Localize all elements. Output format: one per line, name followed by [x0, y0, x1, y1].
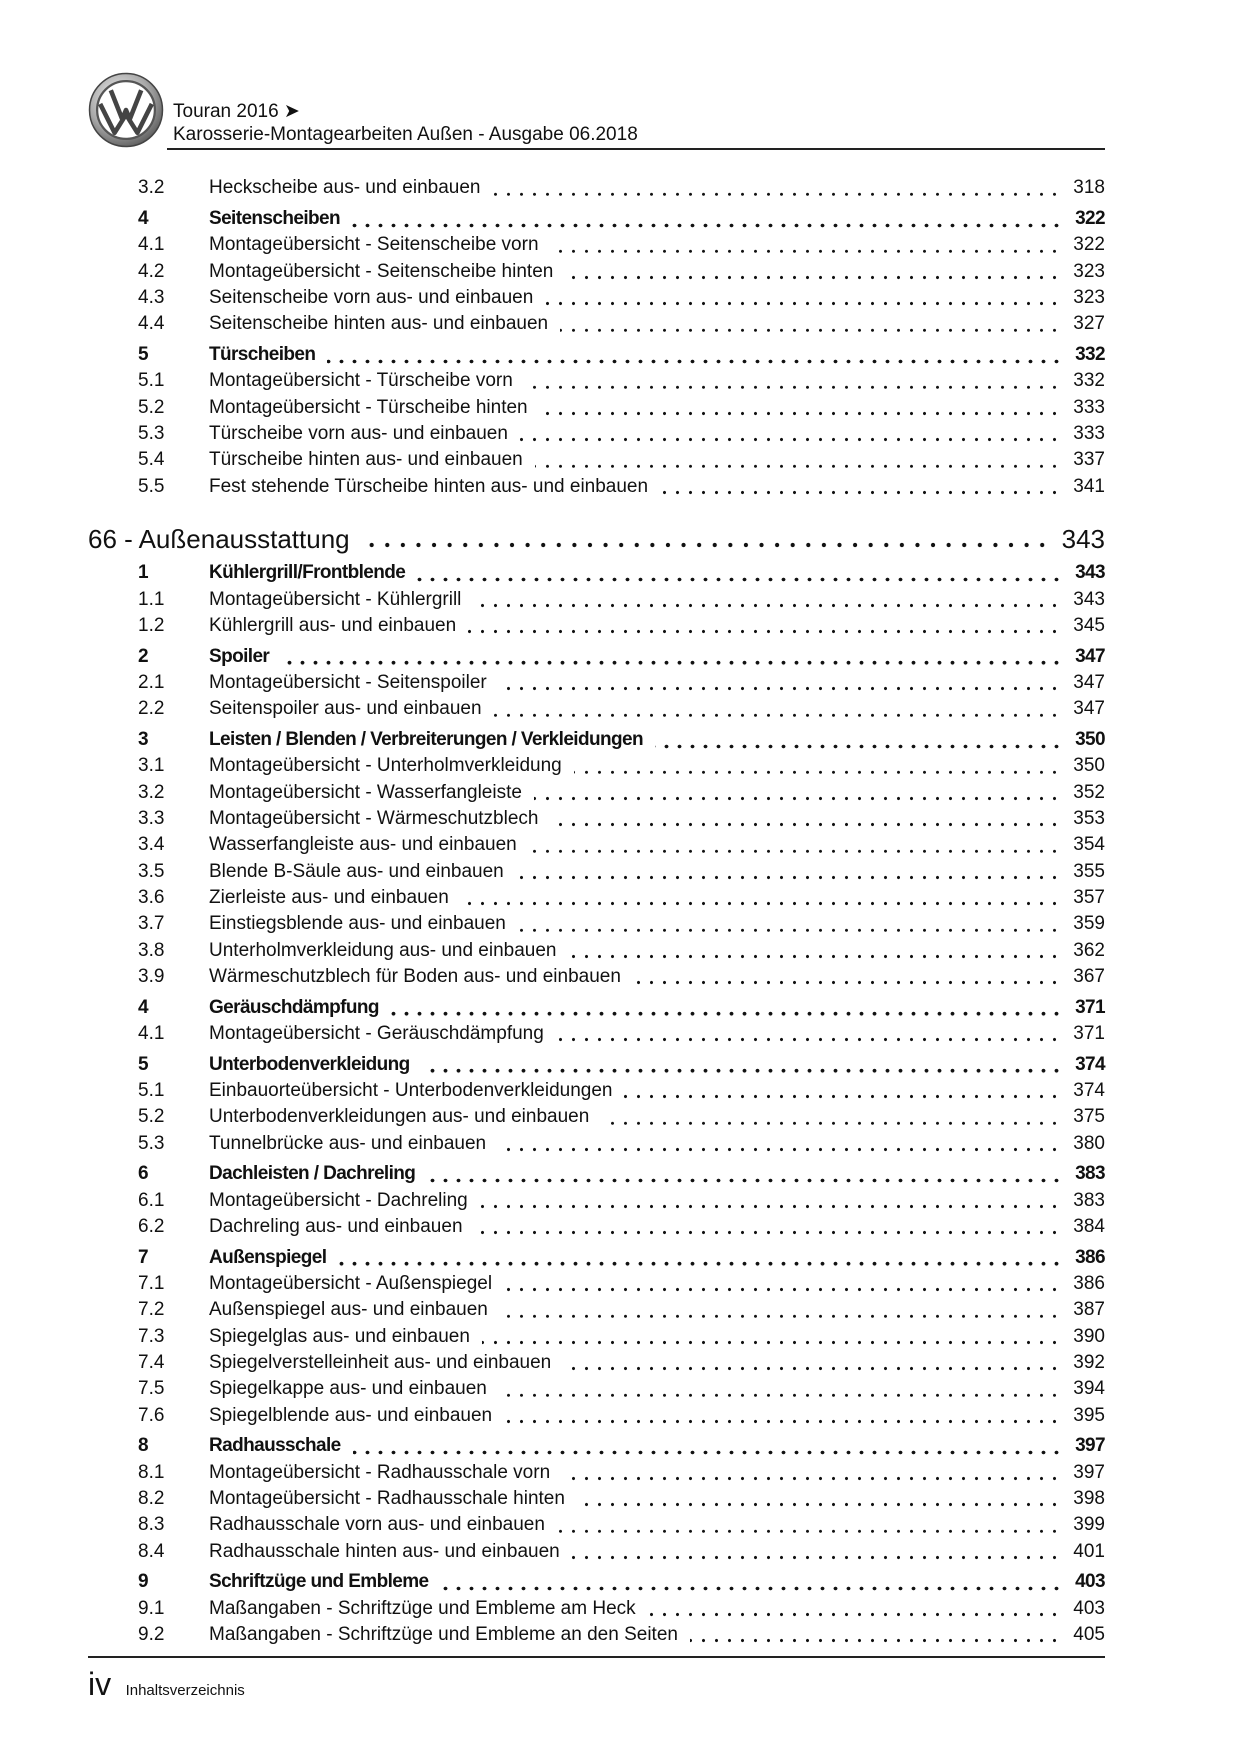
toc-leader-dots	[569, 954, 1061, 959]
toc-entry-number: 5.4	[138, 449, 165, 471]
toc-entry-page: 318	[1073, 177, 1105, 199]
toc-row[interactable]	[88, 1269, 1105, 1295]
toc-leader-dots	[498, 1147, 1061, 1152]
toc-chapter-row[interactable]	[88, 510, 1105, 554]
toc-leader-dots	[534, 796, 1061, 801]
toc-entry-number: 7.2	[138, 1299, 165, 1321]
toc-leader-dots	[518, 928, 1061, 933]
table-of-contents	[88, 173, 1105, 1646]
toc-leader-dots	[648, 1612, 1061, 1617]
toc-entry-page: 380	[1073, 1132, 1105, 1154]
toc-leader-dots	[492, 192, 1061, 197]
toc-entry-number: 4.4	[138, 313, 165, 335]
toc-leader-dots	[499, 686, 1061, 691]
toc-entry-title: Montageübersicht - Unterholmverkleidung	[209, 755, 562, 777]
toc-leader-dots	[441, 1586, 1063, 1591]
toc-entry-number: 6.2	[138, 1215, 165, 1237]
toc-entry-title: Maßangaben - Schriftzüge und Embleme an den Seiten	[209, 1623, 678, 1645]
toc-entry-number: 7	[138, 1246, 148, 1268]
toc-entry-number: 6.1	[138, 1189, 165, 1211]
toc-entry-title: Leisten / Blenden / Verbreiterungen / Verkleidungen	[209, 729, 643, 751]
toc-row[interactable]	[88, 1348, 1105, 1374]
toc-entry-page: 398	[1073, 1487, 1105, 1509]
toc-entry-number: 5.1	[138, 1080, 165, 1101]
toc-leader-dots	[417, 577, 1063, 582]
toc-entry-number: 4	[138, 996, 148, 1018]
toc-entry-page: 403	[1073, 1597, 1105, 1619]
toc-entry-number: 9	[138, 1571, 148, 1593]
toc-entry-number: 7.6	[138, 1404, 165, 1426]
vw-logo-icon	[88, 72, 164, 148]
toc-entry-title: Wärmeschutzblech für Boden aus- und einbauen	[209, 965, 621, 987]
toc-leader-dots	[482, 1340, 1061, 1345]
toc-entry-title: Türscheibe vorn aus- und einbauen	[209, 422, 508, 444]
toc-leader-dots	[562, 1476, 1061, 1481]
toc-entry-page: 347	[1073, 672, 1105, 694]
toc-entry-number: 4.3	[138, 286, 165, 308]
toc-leader-dots	[529, 849, 1061, 854]
toc-entry-page: 323	[1073, 286, 1105, 308]
toc-entry-number: 2.1	[138, 672, 165, 694]
footer-section-name: Inhaltsverzeichnis	[125, 1682, 245, 1699]
toc-entry-page: 371	[1075, 996, 1105, 1018]
toc-entry-page: 375	[1073, 1106, 1105, 1128]
toc-entry-title: Unterbodenverkleidung	[209, 1053, 410, 1075]
toc-entry-title: Radhausschale	[209, 1435, 341, 1457]
toc-entry-title: Montageübersicht - Radhausschale vorn	[209, 1461, 551, 1483]
toc-entry-title: Dachleisten / Dachreling	[209, 1163, 416, 1185]
toc-entry-page: 322	[1075, 208, 1105, 230]
toc-leader-dots	[427, 1178, 1063, 1183]
toc-row[interactable]	[88, 668, 1105, 694]
toc-entry-number: 3.4	[138, 834, 165, 856]
toc-entry-page: 332	[1075, 344, 1105, 366]
toc-entry-title: Maßangaben - Schriftzüge und Embleme am Heck	[209, 1597, 636, 1619]
toc-entry-page: 392	[1073, 1351, 1105, 1373]
toc-entry-page: 333	[1073, 422, 1105, 444]
toc-entry-number: 9.2	[138, 1623, 165, 1645]
toc-row[interactable]	[88, 1242, 1105, 1268]
toc-leader-dots	[504, 1287, 1061, 1292]
toc-row[interactable]	[88, 641, 1105, 667]
toc-entry-title: Kühlergrill/Frontblende	[209, 562, 406, 584]
toc-entry-number: 7.4	[138, 1351, 165, 1373]
toc-leader-dots	[480, 1204, 1061, 1209]
toc-row[interactable]	[88, 1400, 1105, 1426]
toc-entry-title: Türscheiben	[209, 344, 316, 366]
toc-entry-page: 355	[1073, 860, 1105, 882]
toc-row[interactable]	[88, 751, 1105, 777]
toc-entry-number: 5.2	[138, 396, 165, 418]
toc-entry-title: Seitenscheibe hinten aus- und einbauen	[209, 313, 549, 335]
toc-entry-number: 7.5	[138, 1378, 165, 1400]
toc-row[interactable]	[88, 1128, 1105, 1154]
toc-leader-dots	[391, 1011, 1063, 1016]
toc-entry-page: 401	[1073, 1540, 1105, 1562]
toc-entry-number: 7.3	[138, 1325, 165, 1347]
toc-entry-page: 374	[1075, 1053, 1105, 1075]
toc-entry-page: 362	[1073, 939, 1105, 961]
toc-entry-number: 3.1	[138, 755, 165, 777]
toc-leader-dots	[577, 1502, 1061, 1507]
toc-entry-number: 2.2	[138, 698, 165, 720]
toc-row[interactable]	[88, 830, 1105, 856]
toc-entry-number: 2	[138, 645, 148, 667]
toc-entry-number: 3.2	[138, 781, 165, 803]
toc-row[interactable]	[88, 1049, 1105, 1075]
toc-entry-number: 5.2	[138, 1106, 165, 1128]
toc-entry-page: 352	[1073, 781, 1105, 803]
footer-page-number: iv	[88, 1666, 112, 1702]
toc-entry-title: Seitenscheibe vorn aus- und einbauen	[209, 286, 534, 308]
toc-entry-page: 405	[1073, 1623, 1105, 1645]
toc-entry-page: 387	[1073, 1299, 1105, 1321]
toc-leader-dots	[504, 1419, 1061, 1424]
toc-row[interactable]	[88, 1076, 1105, 1102]
toc-entry-title: Montageübersicht - Radhausschale hinten	[209, 1487, 565, 1509]
toc-leader-dots	[473, 603, 1061, 608]
toc-leader-dots	[655, 744, 1063, 749]
toc-entry-page: 343	[1073, 588, 1105, 610]
toc-row[interactable]	[88, 256, 1105, 282]
toc-entry-title: Blende B-Säule aus- und einbauen	[209, 860, 504, 882]
toc-row[interactable]	[88, 204, 1105, 230]
toc-leader-dots	[353, 1450, 1063, 1455]
toc-entry-number: 3.5	[138, 860, 165, 882]
toc-entry-page: 357	[1073, 886, 1105, 908]
toc-entry-number: 5.5	[138, 475, 165, 497]
toc-entry-page: 367	[1073, 965, 1105, 987]
toc-entry-title: Spoiler	[209, 645, 270, 667]
header-title-line2: Karosserie-Montagearbeiten Außen - Ausgabe 06.2018	[173, 124, 638, 145]
toc-row[interactable]	[88, 283, 1105, 309]
toc-leader-dots	[550, 822, 1061, 827]
toc-entry-number: 3.7	[138, 913, 165, 935]
toc-entry-title: Radhausschale hinten aus- und einbauen	[209, 1540, 560, 1562]
toc-row[interactable]	[88, 935, 1105, 961]
toc-row[interactable]	[88, 777, 1105, 803]
toc-row[interactable]	[88, 1620, 1105, 1646]
toc-entry-page: 386	[1073, 1273, 1105, 1295]
toc-row[interactable]	[88, 909, 1105, 935]
toc-entry-title: Montageübersicht - Seitenspoiler	[209, 672, 487, 694]
toc-leader-dots	[500, 1314, 1061, 1319]
toc-leader-dots	[422, 1068, 1063, 1073]
toc-leader-dots	[516, 875, 1061, 880]
toc-entry-number: 8.3	[138, 1514, 165, 1536]
toc-entry-title: Kühlergrill aus- und einbauen	[209, 614, 457, 636]
toc-leader-dots	[551, 249, 1061, 254]
toc-entry-number: 4.1	[138, 234, 165, 256]
toc-leader-dots	[557, 1529, 1061, 1534]
toc-entry-page: 345	[1073, 614, 1105, 636]
toc-entry-title: Fest stehende Türscheibe hinten aus- und einbauen	[209, 475, 649, 497]
toc-entry-number: 3	[138, 729, 148, 751]
toc-row[interactable]	[88, 392, 1105, 418]
toc-row[interactable]	[88, 1295, 1105, 1321]
page-footer	[88, 1666, 245, 1703]
toc-row[interactable]	[88, 309, 1105, 335]
toc-entry-number: 1	[138, 562, 148, 584]
toc-entry-page: 399	[1073, 1514, 1105, 1536]
toc-entry-number: 3.3	[138, 808, 165, 830]
toc-entry-page: 327	[1073, 313, 1105, 335]
toc-row[interactable]	[88, 173, 1105, 199]
toc-entry-number: 1.1	[138, 588, 165, 610]
toc-row[interactable]	[88, 366, 1105, 392]
toc-entry-title: Außenspiegel	[209, 1246, 327, 1268]
toc-entry-title: Außenspiegel aus- und einbauen	[209, 1299, 488, 1321]
toc-entry-page: 350	[1073, 755, 1105, 777]
toc-entry-title: Montageübersicht - Geräuschdämpfung	[209, 1022, 544, 1044]
toc-row[interactable]	[88, 230, 1105, 256]
toc-leader-dots	[574, 770, 1061, 775]
toc-entry-page: 347	[1075, 645, 1105, 667]
toc-entry-title: Radhausschale vorn aus- und einbauen	[209, 1514, 545, 1536]
toc-entry-page: 403	[1075, 1571, 1105, 1593]
toc-leader-dots	[525, 385, 1061, 390]
toc-entry-title: Montageübersicht - Wärmeschutzblech	[209, 808, 539, 830]
toc-entry-title: Seitenspoiler aus- und einbauen	[209, 698, 482, 720]
toc-entry-number: 9.1	[138, 1597, 165, 1619]
toc-entry-title: Montageübersicht - Seitenscheibe vorn	[209, 234, 539, 256]
toc-leader-dots	[327, 359, 1063, 364]
toc-row[interactable]	[88, 1431, 1105, 1457]
toc-entry-number: 4.1	[138, 1022, 165, 1044]
toc-leader-dots	[556, 1037, 1061, 1042]
toc-leader-dots	[475, 1230, 1061, 1235]
toc-entry-number: 6	[138, 1163, 148, 1185]
toc-leader-dots	[624, 1094, 1061, 1099]
toc-entry-page: 395	[1073, 1404, 1105, 1426]
toc-entry-number: 7.1	[138, 1273, 165, 1295]
toc-row[interactable]	[88, 1510, 1105, 1536]
toc-row[interactable]	[88, 1484, 1105, 1510]
toc-row[interactable]	[88, 694, 1105, 720]
toc-entry-title: Heckscheibe aus- und einbauen	[209, 177, 481, 199]
toc-entry-number: 5	[138, 344, 148, 366]
toc-row[interactable]	[88, 340, 1105, 366]
toc-row[interactable]	[88, 1102, 1105, 1128]
toc-leader-dots	[540, 411, 1061, 416]
toc-row[interactable]	[88, 1185, 1105, 1211]
toc-leader-dots	[633, 980, 1061, 985]
footer-rule	[88, 1656, 1105, 1658]
toc-leader-dots	[281, 660, 1063, 665]
toc-entry-title: Türscheibe hinten aus- und einbauen	[209, 449, 523, 471]
toc-entry-title: Unterbodenverkleidungen aus- und einbauen	[209, 1106, 590, 1128]
toc-entry-number: 5.1	[138, 370, 165, 392]
toc-entry-number: 8.4	[138, 1540, 165, 1562]
header-title-line1: Touran 2016 ➤	[173, 101, 300, 122]
header-title	[173, 100, 638, 146]
toc-entry-title: Montageübersicht - Seitenscheibe hinten	[209, 260, 554, 282]
toc-row[interactable]	[88, 992, 1105, 1018]
toc-leader-dots	[560, 328, 1061, 333]
toc-entry-page: 333	[1073, 396, 1105, 418]
toc-entry-title: Zierleiste aus- und einbauen	[209, 886, 449, 908]
toc-entry-page: 383	[1073, 1189, 1105, 1211]
toc-leader-dots	[572, 1555, 1061, 1560]
toc-row[interactable]	[88, 962, 1105, 988]
toc-entry-number: 3.8	[138, 939, 165, 961]
toc-entry-number: 3.9	[138, 965, 165, 987]
header-rule	[167, 148, 1105, 150]
toc-row[interactable]	[88, 1536, 1105, 1562]
toc-leader-dots	[545, 301, 1061, 306]
toc-entry-page: 354	[1073, 834, 1105, 856]
toc-row[interactable]	[88, 1593, 1105, 1619]
toc-leader-dots	[494, 713, 1061, 718]
toc-entry-title: Einbauorteübersicht - Unterbodenverkleidungen	[209, 1080, 613, 1101]
toc-entry-page: 371	[1073, 1022, 1105, 1044]
toc-entry-page: 347	[1073, 698, 1105, 720]
toc-entry-title: Montageübersicht - Dachreling	[209, 1189, 468, 1211]
toc-entry-page: 343	[1075, 562, 1105, 584]
toc-entry-title: Tunnelbrücke aus- und einbauen	[209, 1132, 487, 1154]
toc-entry-title: Spiegelverstelleinheit aus- und einbauen	[209, 1351, 552, 1373]
toc-entry-title: Geräuschdämpfung	[209, 996, 379, 1018]
toc-row[interactable]	[88, 1374, 1105, 1400]
toc-entry-title: Dachreling aus- und einbauen	[209, 1215, 463, 1237]
toc-leader-dots	[499, 1393, 1061, 1398]
toc-entry-title: Spiegelblende aus- und einbauen	[209, 1404, 493, 1426]
toc-entry-title: 66 - Außenausstattung	[88, 523, 350, 554]
toc-entry-title: Wasserfangleiste aus- und einbauen	[209, 834, 517, 856]
toc-row[interactable]	[88, 725, 1105, 751]
toc-entry-number: 5	[138, 1053, 148, 1075]
toc-row[interactable]	[88, 804, 1105, 830]
toc-entry-number: 5.3	[138, 422, 165, 444]
toc-row[interactable]	[88, 445, 1105, 471]
toc-entry-page: 394	[1073, 1378, 1105, 1400]
toc-row[interactable]	[88, 1019, 1105, 1045]
toc-entry-title: Montageübersicht - Wasserfangleiste	[209, 781, 522, 803]
toc-entry-number: 3.2	[138, 177, 165, 199]
toc-leader-dots	[690, 1638, 1061, 1643]
toc-entry-page: 359	[1073, 913, 1105, 935]
toc-entry-title: Spiegelkappe aus- und einbauen	[209, 1378, 487, 1400]
toc-row[interactable]	[88, 1567, 1105, 1593]
toc-entry-page: 384	[1073, 1215, 1105, 1237]
toc-entry-page: 322	[1073, 234, 1105, 256]
toc-entry-title: Unterholmverkleidung aus- und einbauen	[209, 939, 557, 961]
toc-entry-page: 383	[1075, 1163, 1105, 1185]
toc-entry-title: Seitenscheiben	[209, 208, 340, 230]
toc-entry-page: 390	[1073, 1325, 1105, 1347]
toc-leader-dots	[565, 275, 1061, 280]
toc-leader-dots	[535, 464, 1061, 469]
toc-row[interactable]	[88, 419, 1105, 445]
toc-entry-page: 337	[1073, 449, 1105, 471]
toc-row[interactable]	[88, 856, 1105, 882]
toc-leader-dots	[563, 1366, 1061, 1371]
toc-entry-number: 8	[138, 1435, 148, 1457]
toc-entry-number: 4.2	[138, 260, 165, 282]
page-header	[88, 72, 1105, 152]
toc-leader-dots	[461, 901, 1061, 906]
toc-leader-dots	[338, 1261, 1063, 1266]
toc-entry-page: 374	[1073, 1080, 1105, 1101]
toc-entry-title: Montageübersicht - Kühlergrill	[209, 588, 462, 610]
toc-entry-number: 1.2	[138, 614, 165, 636]
toc-entry-title: Schriftzüge und Embleme	[209, 1571, 429, 1593]
toc-row[interactable]	[88, 1321, 1105, 1347]
toc-leader-dots	[468, 629, 1061, 634]
toc-entry-title: Einstiegsblende aus- und einbauen	[209, 913, 506, 935]
toc-entry-page: 353	[1073, 808, 1105, 830]
toc-entry-page: 341	[1073, 475, 1105, 497]
toc-entry-number: 4	[138, 208, 148, 230]
toc-entry-title: Montageübersicht - Außenspiegel	[209, 1273, 493, 1295]
toc-row[interactable]	[88, 471, 1105, 497]
toc-entry-title: Montageübersicht - Türscheibe hinten	[209, 396, 528, 418]
toc-entry-number: 5.3	[138, 1132, 165, 1154]
toc-entry-number: 3.6	[138, 886, 165, 908]
toc-row[interactable]	[88, 1212, 1105, 1238]
toc-row[interactable]	[88, 1457, 1105, 1483]
toc-entry-page: 343	[1061, 523, 1105, 554]
toc-entry-page: 386	[1075, 1246, 1105, 1268]
toc-entry-page: 397	[1075, 1435, 1105, 1457]
toc-entry-page: 350	[1075, 729, 1105, 751]
toc-row[interactable]	[88, 558, 1105, 584]
toc-leader-dots	[352, 223, 1063, 228]
toc-entry-page: 332	[1073, 370, 1105, 392]
toc-entry-page: 323	[1073, 260, 1105, 282]
toc-leader-dots	[520, 437, 1061, 442]
toc-entry-title: Montageübersicht - Türscheibe vorn	[209, 370, 513, 392]
toc-row[interactable]	[88, 883, 1105, 909]
toc-entry-page: 397	[1073, 1461, 1105, 1483]
toc-row[interactable]	[88, 584, 1105, 610]
toc-row[interactable]	[88, 1159, 1105, 1185]
toc-leader-dots	[362, 542, 1050, 548]
toc-leader-dots	[660, 490, 1061, 495]
toc-row[interactable]	[88, 611, 1105, 637]
toc-entry-number: 8.2	[138, 1487, 165, 1509]
toc-entry-number: 8.1	[138, 1461, 165, 1483]
toc-leader-dots	[601, 1121, 1061, 1126]
toc-entry-title: Spiegelglas aus- und einbauen	[209, 1325, 470, 1347]
